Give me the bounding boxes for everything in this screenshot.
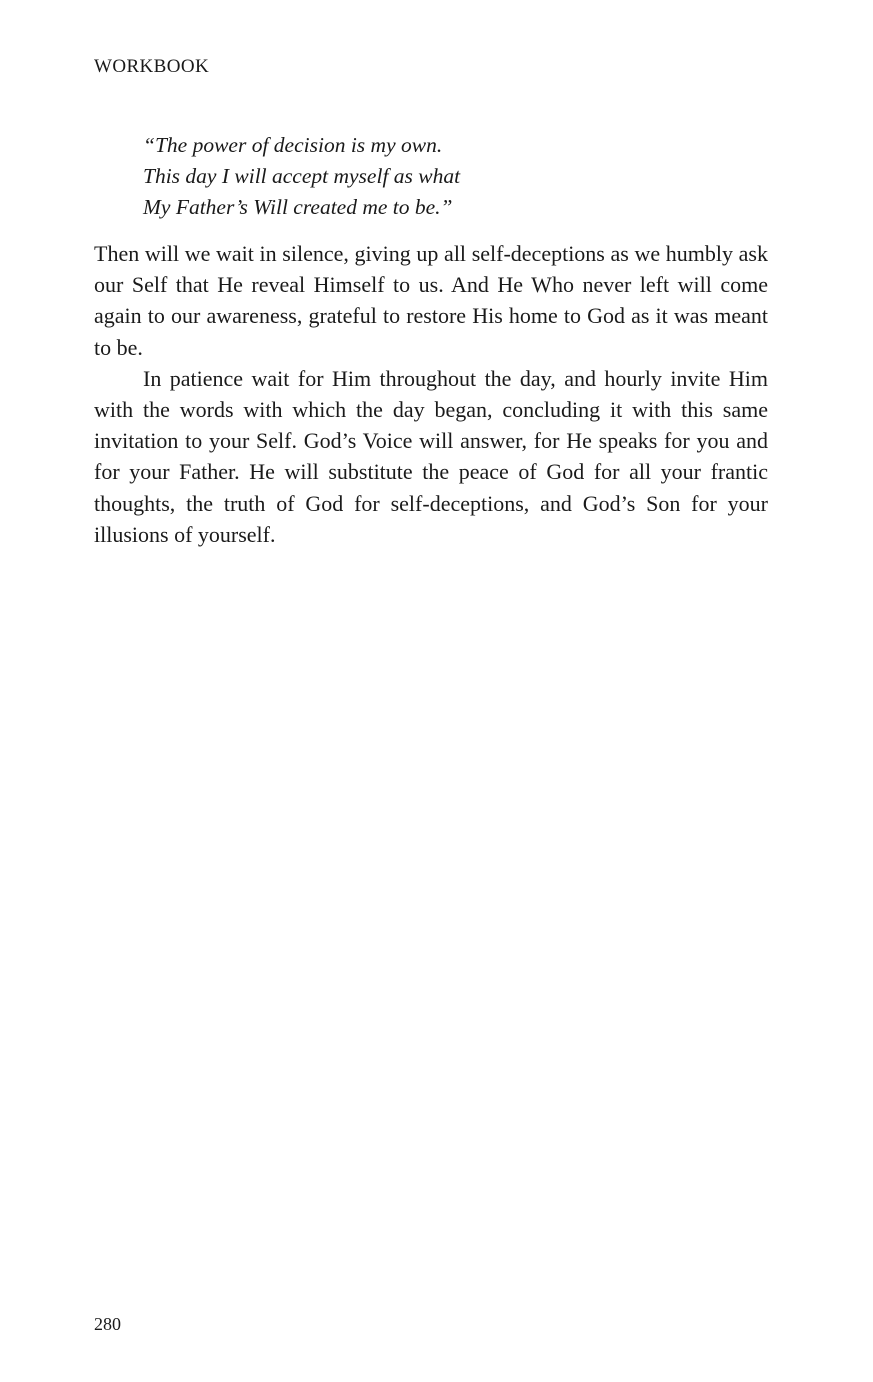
quote-line: My Father’s Will created me to be.” (143, 195, 453, 219)
quote-line: “The power of decision is my own. (143, 133, 443, 157)
block-quote (143, 130, 460, 223)
paragraph: In patience wait for Him throughout the day, and hourly invite Him with the words with which the day began, concluding it with this same invitation to your Self. God’s Voice will answer, for He speaks for you and for your Father. He will substitute the peace of God for all your frantic thoughts, the truth of God for self-deceptions, and God’s Son for your illusions of yourself. (94, 365, 768, 547)
paragraph: Then will we wait in silence, giving up all self-deceptions as we humbly ask our Self that He reveal Himself to us. And He Who never left will come again to our awareness, grateful to restore His home to God as it was meant to be. (94, 241, 768, 360)
page-number: 280 (94, 1314, 121, 1334)
running-head: WORKBOOK (94, 56, 210, 77)
body-text (94, 238, 768, 550)
quote-line: This day I will accept myself as what (143, 164, 461, 188)
